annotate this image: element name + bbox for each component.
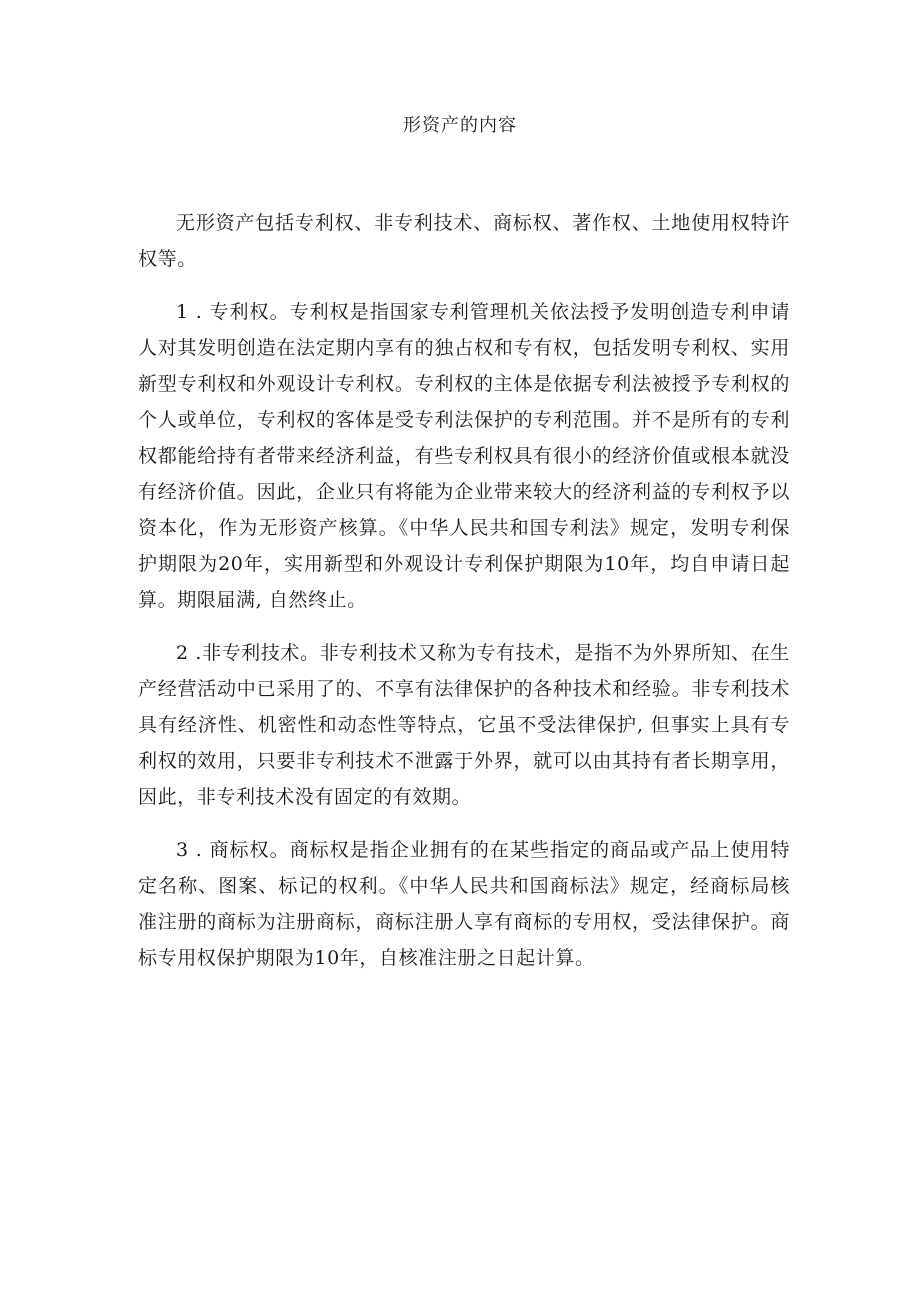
- document-title: 形资产的内容: [403, 115, 517, 136]
- document-body: [138, 205, 790, 993]
- paragraph-trademark-right: 3 . 商标权。商标权是指企业拥有的在某些指定的商品或产品上使用特定名称、图案、标记的权利。《中华人民共和国商标法》规定，经商标局核准注册的商标为注册商标，商标注册人享有商标的专用权，受法律保护。商标专用权保护期限为10年，自核准注册之日起计算。: [138, 839, 790, 969]
- paragraph-intro: 无形资产包括专利权、非专利技术、商标权、著作权、土地使用权特许权等。: [138, 212, 790, 270]
- paragraph-patent-right: 1 . 专利权。专利权是指国家专利管理机关依法授予发明创造专利申请人对其发明创造在法定期内享有的独占权和专有权，包括发明专利权、实用新型专利权和外观设计专利权。专利权的主体是依据专利法被授予专利权的个人或单位，专利权的客体是受专利法保护的专利范围。并不是所有的专利权都能给持有者带来经济利益，有些专利权具有很小的经济价值或根本就没有经济价值。因此，企业只有将能为企业带来较大的经济利益的专利权予以资本化，作为无形资产核算。《中华人民共和国专利法》规定，发明专利保护期限为20年，实用新型和外观设计专利保护期限为10年，均自申请日起算。期限届满, 自然终止。: [138, 301, 790, 611]
- paragraph-non-patent-technology: 2 .非专利技术。非专利技术又称为专有技术，是指不为外界所知、在生产经营活动中已采用了的、不享有法律保护的各种技术和经验。非专利技术具有经济性、机密性和动态性等特点，它虽不受法律保护, 但事实上具有专利权的效用，只要非专利技术不泄露于外界，就可以由其持有者长期享用，因此，非专利技术没有固定的有效期。: [138, 642, 790, 808]
